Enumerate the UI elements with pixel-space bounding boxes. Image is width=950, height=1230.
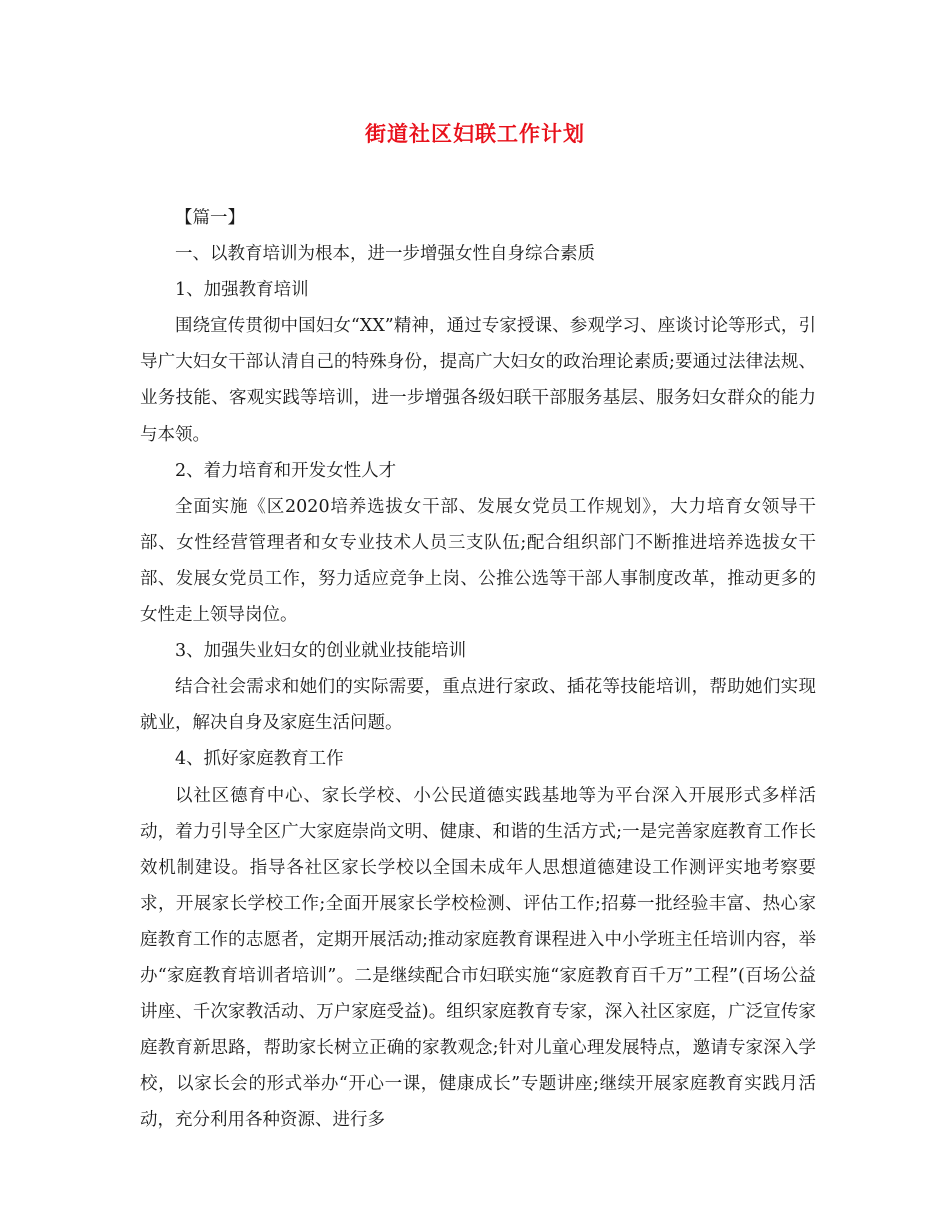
- heading-level-2: 4、抓好家庭教育工作: [175, 749, 344, 770]
- document-title: 街道社区妇联工作计划: [365, 121, 585, 146]
- heading-level-2: 1、加强教育培训: [175, 280, 309, 301]
- body-paragraph: 以社区德育中心、家长学校、小公民道德实践基地等为平台深入开展形式多样活动，着力引导全区广大家庭崇尚文明、健康、和谐的生活方式;一是完善家庭教育工作长效机制建设。指导各社区家长学校以全国未成年人思想道德建设工作测评实地考察要求，开展家长学校工作;全面开展家长学校检测、评估工作;招募一批经验丰富、热心家庭教育工作的志愿者，定期开展活动;推动家庭教育课程进入中小学班主任培训内容，举办“家庭教育培训者培训”。二是继续配合市妇联实施“家庭教育百千万”工程”(百场公益讲座、千次家教活动、万户家庭受益)。组织家庭教育专家，深入社区家庭，广泛宣传家庭教育新思路，帮助家长树立正确的家教观念;针对儿童心理发展特点，邀请专家深入学校，以家长会的形式举办“开心一课，健康成长”专题讲座;继续开展家庭教育实践月活动，充分利用各种资源、进行多: [140, 785, 816, 1131]
- heading-level-2: 3、加强失业妇女的创业就业技能培训: [175, 641, 467, 662]
- body-paragraph: 结合社会需求和她们的实际需要，重点进行家政、插花等技能培训，帮助她们实现就业，解决自身及家庭生活问题。: [140, 677, 816, 734]
- section-marker: 【篇一】: [175, 208, 245, 228]
- document-body: [140, 200, 816, 1138]
- body-paragraph: 围绕宣传贯彻中国妇女“XX”精神，通过专家授课、参观学习、座谈讨论等形式，引导广大妇女干部认清自己的特殊身份，提高广大妇女的政治理论素质;要通过法律法规、业务技能、客观实践等培训，进一步增强各级妇联干部服务基层、服务妇女群众的能力与本领。: [140, 316, 816, 445]
- heading-level-1: 一、以教育培训为根本，进一步增强女性自身综合素质: [175, 244, 595, 265]
- body-paragraph: 全面实施《区2020培养选拔女干部、发展女党员工作规划》，大力培育女领导干部、女性经营管理者和女专业技术人员三支队伍;配合组织部门不断推进培养选拔女干部、发展女党员工作，努力适应竞争上岗、公推公选等干部人事制度改革，推动更多的女性走上领导岗位。: [140, 496, 816, 626]
- heading-level-2: 2、着力培育和开发女性人才: [175, 460, 397, 481]
